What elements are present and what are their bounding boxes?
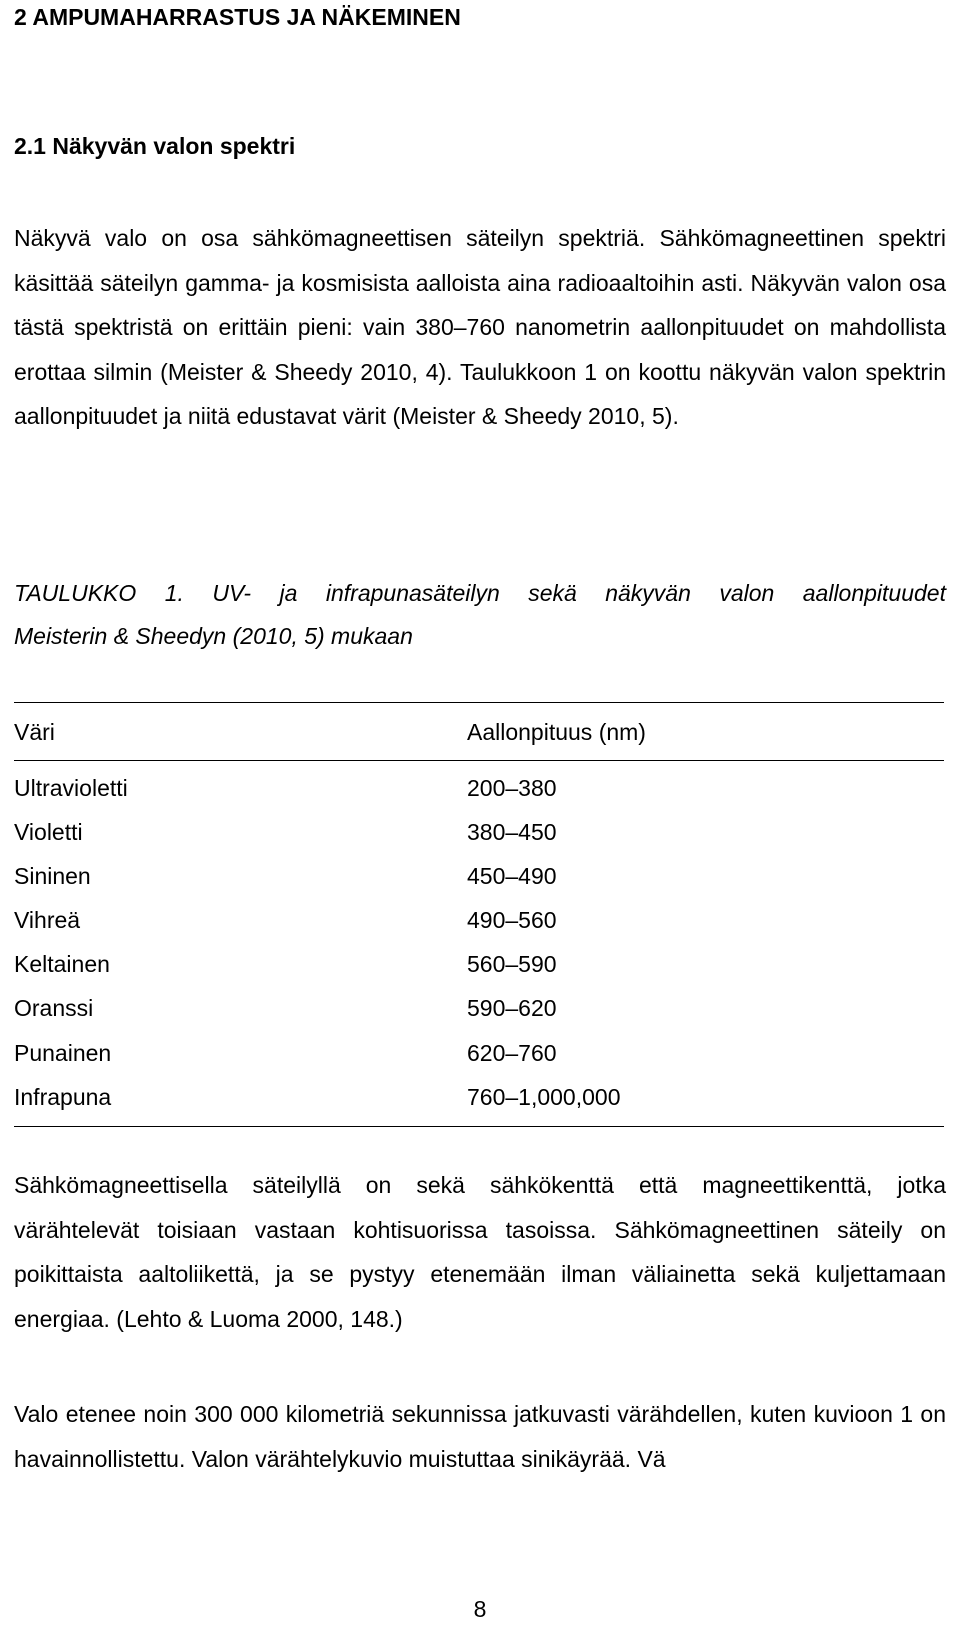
table-cell-color: Oranssi	[14, 995, 94, 1022]
table-caption-line2: Meisterin & Sheedyn (2010, 5) mukaan	[14, 623, 413, 649]
table-cell-wavelength: 560–590	[467, 951, 557, 978]
paragraph-intro: Näkyvä valo on osa sähkömagneettisen säteilyn spektriä. Sähkömagneettinen spektri käsittää säteilyn gamma- ja kosmisista aalloista aina radioaaltoihin asti. Näkyvän valon osa tästä spektristä on erittäin pieni: vain 380–760 nanometrin aallonpituudet on mahdollista erottaa silmin (Meister & Sheedy 2010, 4). Taulukkoon 1 on koottu näkyvän valon spektrin aallonpituudet ja niitä edustavat värit (Meister & Sheedy 2010, 5).	[14, 225, 946, 429]
table-cell-color: Sininen	[14, 863, 91, 890]
table-row	[14, 817, 944, 861]
table-cell-wavelength: 490–560	[467, 907, 557, 934]
table-header-color: Väri	[14, 719, 55, 745]
table-row	[14, 773, 944, 817]
table-cell-color: Punainen	[14, 1039, 112, 1066]
table-header-wavelength: Aallonpituus (nm)	[467, 719, 646, 745]
table-row	[14, 949, 944, 993]
table-header-rule	[14, 760, 944, 761]
table-cell-color: Keltainen	[14, 951, 110, 978]
table-body	[14, 773, 944, 1126]
table-cell-wavelength: 760–1,000,000	[467, 1083, 621, 1110]
paragraph-light-speed: Valo etenee noin 300 000 kilometriä sekunnissa jatkuvasti värähdellen, kuten kuvioon 1 on havainnollistettu. Valon värähtelykuvio muistuttaa sinikäyrää. Vä	[14, 1401, 946, 1472]
table-caption-line1: TAULUKKO 1. UV- ja infrapunasäteilyn sekä näkyvän valon aallonpituudet	[14, 580, 946, 606]
table-cell-wavelength: 620–760	[467, 1039, 557, 1066]
table-caption	[14, 572, 946, 658]
table-cell-wavelength: 590–620	[467, 995, 557, 1022]
table-row	[14, 905, 944, 949]
table-row	[14, 1038, 944, 1082]
table-top-rule	[14, 702, 944, 703]
table-cell-color: Vihreä	[14, 907, 81, 934]
section-heading: 2 AMPUMAHARRASTUS JA NÄKEMINEN	[14, 4, 461, 30]
paragraph-em-radiation: Sähkömagneettisella säteilyllä on sekä sähkökenttä että magneettikenttä, jotka värähtelevät toisiaan vastaan kohtisuorissa tasoissa. Sähkömagneettinen säteily on poikittaista aaltoliikettä, ja se pystyy etenemään ilman väliainetta sekä kuljettamaan energiaa. (Lehto & Luoma 2000, 148.)	[14, 1172, 946, 1332]
table-cell-wavelength: 450–490	[467, 863, 557, 890]
table-cell-color: Ultravioletti	[14, 775, 128, 801]
table-cell-color: Infrapuna	[14, 1083, 112, 1110]
table-row	[14, 993, 944, 1037]
table-row	[14, 1082, 944, 1126]
table-bottom-rule	[14, 1126, 944, 1127]
table-cell-color: Violetti	[14, 819, 83, 846]
table-cell-wavelength: 380–450	[467, 819, 557, 846]
subsection-heading: 2.1 Näkyvän valon spektri	[14, 133, 296, 159]
table-row	[14, 861, 944, 905]
table-cell-wavelength: 200–380	[467, 775, 557, 801]
page-number: 8	[473, 1596, 487, 1622]
